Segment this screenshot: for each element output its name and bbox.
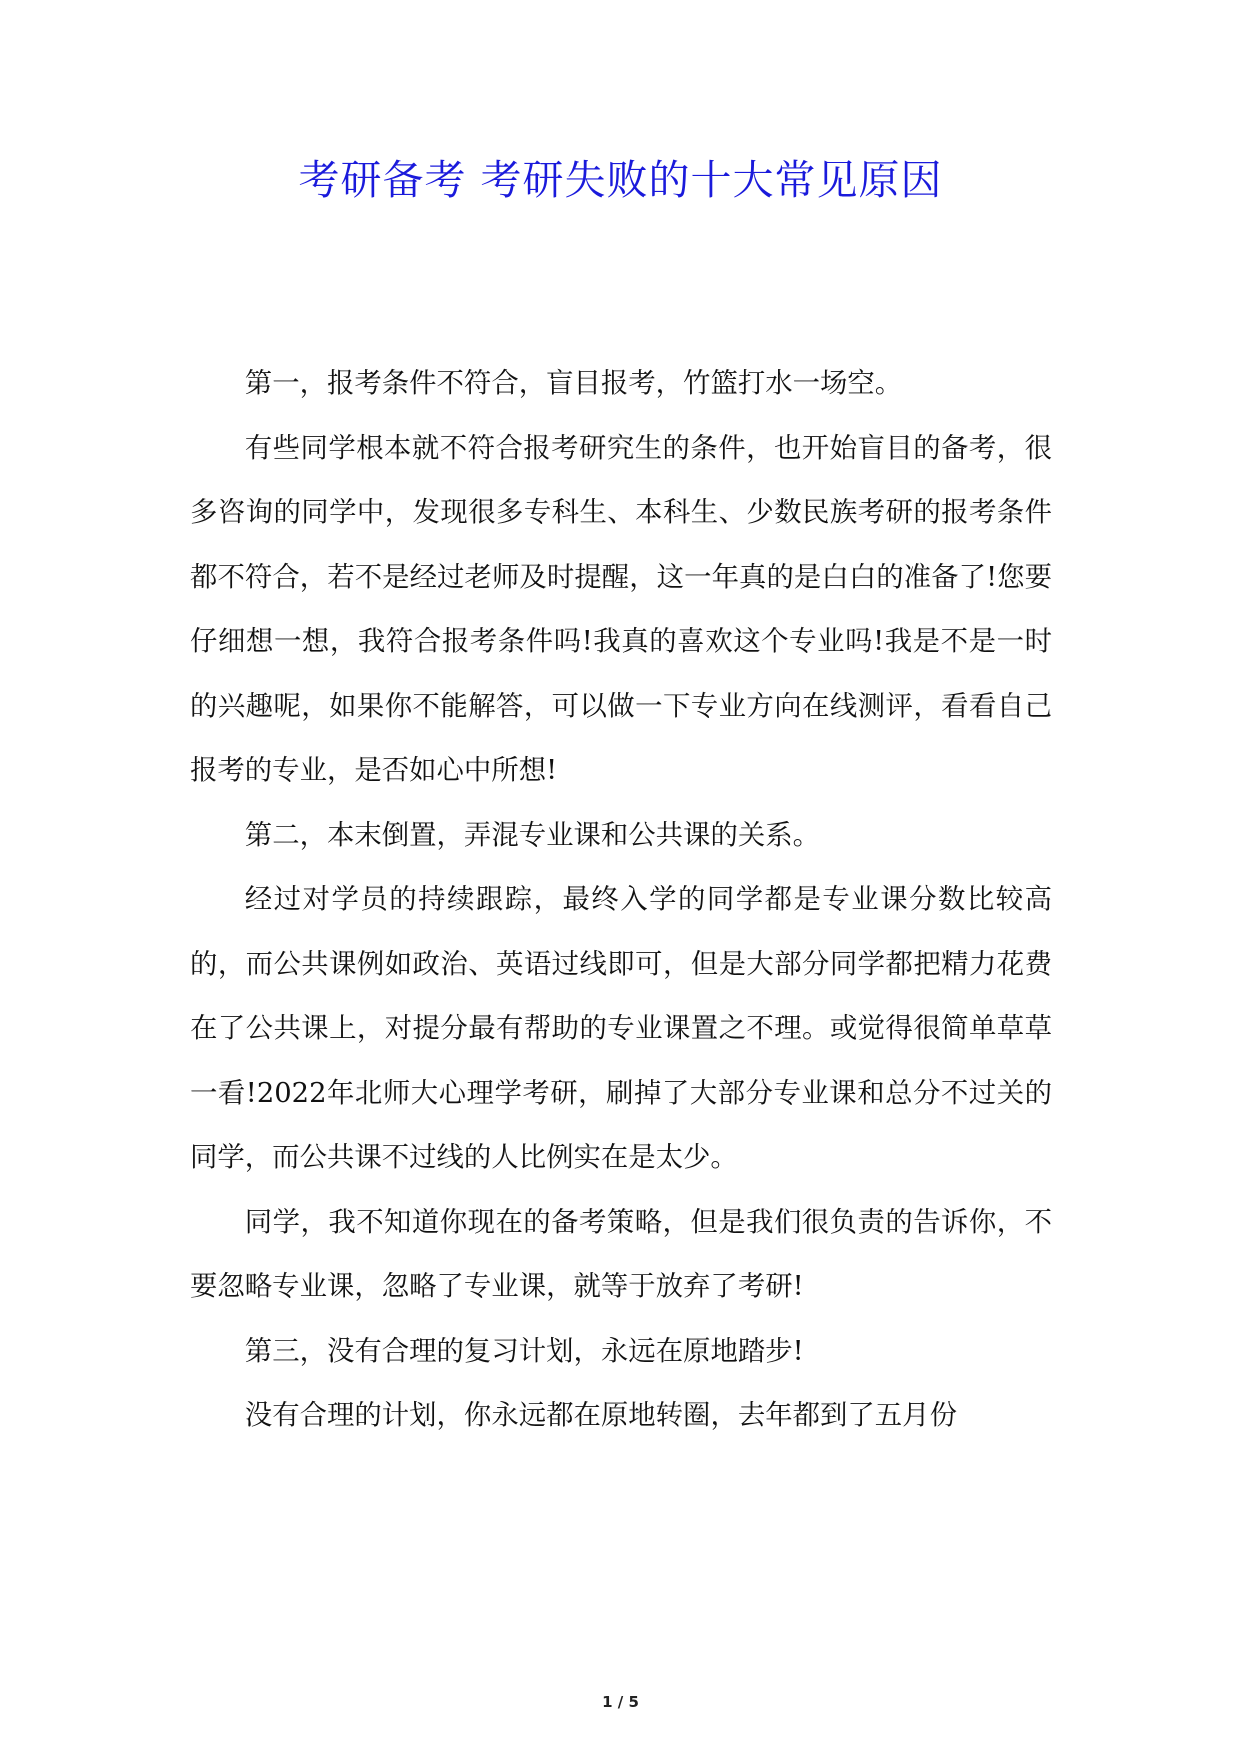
page-number: 1 / 5 <box>602 1693 639 1711</box>
paragraph: 没有合理的计划，你永远都在原地转圈，去年都到了五月份 <box>244 1400 957 1431</box>
document-body <box>190 352 1052 1449</box>
paragraph: 第二，本末倒置，弄混专业课和公共课的关系。 <box>244 819 821 851</box>
document-title: 考研备考 考研失败的十大常见原因 <box>298 156 943 204</box>
paragraph: 有些同学根本就不符合报考研究生的条件，也开始盲目的备考，很多咨询的同学中，发现很多专科生、本科生、少数民族考研的报考条件都不符合，若不是经过老师及时提醒，这一年真的是白白的准备了!您要仔细想一想，我符合报考条件吗!我真的喜欢这个专业吗!我是不是一时的兴趣呢，如果你不能解答，可以做一下专业方向在线测评，看看自己报考的专业，是否如心中所想! <box>190 432 1052 786</box>
paragraph: 同学，我不知道你现在的备考策略，但是我们很负责的告诉你，不要忽略专业课，忽略了专业课，就等于放弃了考研! <box>190 1206 1052 1302</box>
paragraph: 第三，没有合理的复习计划，永远在原地踏步! <box>244 1335 804 1367</box>
paragraph: 经过对学员的持续跟踪，最终入学的同学都是专业课分数比较高的，而公共课例如政治、英语过线即可，但是大部分同学都把精力花费在了公共课上，对提分最有帮助的专业课置之不理。或觉得很简单草草一看!2022年北师大心理学考研，刷掉了大部分专业课和总分不过关的同学，而公共课不过线的人比例实在是太少。 <box>190 884 1052 1173</box>
paragraph: 第一，报考条件不符合，盲目报考，竹篮打水一场空。 <box>244 368 903 399</box>
